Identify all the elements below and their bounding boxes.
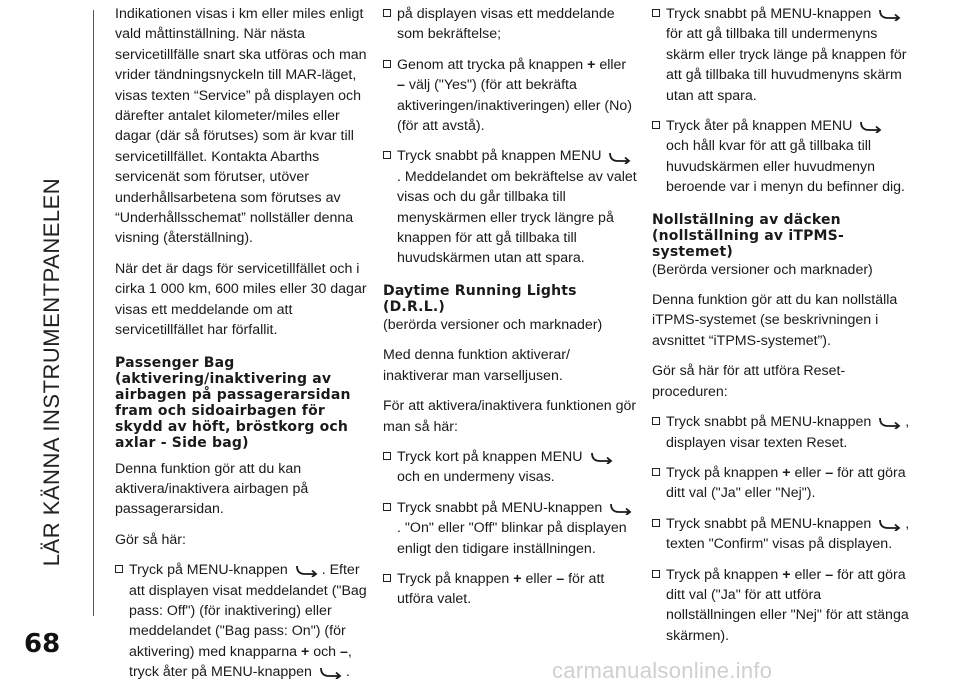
drl-step-4: Tryck snabbt på MENU-knappen för att gå tillbaka till undermenyns skärm eller tryck länge på knappen för att gå tillbaka till huvudmenyns skärm utan att spara. bbox=[652, 4, 910, 106]
itpms-intro: Denna funktion gör att du kan nollställa iTPMS-systemet (se beskrivningen i avsnittet “iTPMS-systemet”). bbox=[652, 292, 898, 349]
menu-return-arrow-icon bbox=[607, 150, 633, 164]
menu-return-arrow-icon bbox=[877, 7, 903, 21]
itpms-step-4: Tryck på knappen + eller – för att göra ditt val ("Ja" för att utföra nollställningen eller "Nej" för att stänga skärmen). bbox=[652, 565, 910, 647]
menu-return-arrow-icon bbox=[318, 665, 344, 679]
checkbox-bullet-icon bbox=[652, 9, 660, 17]
menu-return-arrow-icon bbox=[858, 119, 884, 133]
itpms-step-1: Tryck snabbt på MENU-knappen , displayen visar texten Reset. bbox=[652, 412, 910, 453]
drl-step-5: Tryck åter på knappen MENU och håll kvar för att gå tillbaka till huvudskärmen eller huvudmenyn beroende var i menyn du befinner dig. bbox=[652, 116, 910, 198]
drl-procedure-label: För att aktivera/inaktivera funktionen gör man så här: bbox=[383, 398, 637, 435]
passenger-bag-intro: Denna funktion gör att du kan aktivera/inaktivera airbagen på passagerarsidan. bbox=[115, 460, 309, 518]
drl-step-3: Tryck på knappen + eller – för att utföra valet. bbox=[383, 569, 637, 610]
checkbox-bullet-icon bbox=[652, 468, 660, 476]
itpms-step-3: Tryck snabbt på MENU-knappen , texten "Confirm" visas på displayen. bbox=[652, 514, 910, 555]
page-number: 68 bbox=[24, 629, 61, 659]
checkbox-bullet-icon bbox=[652, 570, 660, 578]
checkbox-bullet-icon bbox=[652, 121, 660, 129]
checkbox-bullet-icon bbox=[383, 151, 391, 159]
itpms-applicability: (Berörda versioner och marknader) bbox=[652, 261, 873, 278]
checkbox-bullet-icon bbox=[383, 60, 391, 68]
service-indication-paragraph: Indikationen visas i km eller miles enligt vald måttinställning. När nästa servicetillfälle snart ska utföras och man vrider tändningsnyckeln till MAR-läget, visas texten “Service” på displayen och därefter antalet kilometer/miles eller dagar (där så förutses) som är kvar till servicetillfället. Kontakta Abarths servicenät som förutser, utöver underhållsarbetena som förutses av “Underhållsschemat” nollställer denna visning (återställning). bbox=[115, 6, 367, 247]
watermark: carmanualsonline.info bbox=[552, 658, 773, 683]
column-3 bbox=[652, 4, 910, 656]
passenger-bag-heading: Passenger Bag (aktivering/inaktivering av airbagen på passagerarsidan fram och sidoairbagen för skydd av höft, bröstkorg och axlar - Side bag) bbox=[115, 354, 351, 451]
checkbox-bullet-icon bbox=[383, 452, 391, 460]
passenger-bag-step-2: på displayen visas ett meddelande som bekräftelse; bbox=[383, 4, 637, 45]
column-1 bbox=[115, 4, 371, 693]
checkbox-bullet-icon bbox=[383, 9, 391, 17]
menu-return-arrow-icon bbox=[608, 501, 634, 515]
checkbox-bullet-icon bbox=[383, 503, 391, 511]
column-2 bbox=[383, 4, 637, 620]
checkbox-bullet-icon bbox=[652, 417, 660, 425]
drl-intro: Med denna funktion aktiverar/ inaktiverar man varselljusen. bbox=[383, 347, 570, 384]
menu-return-arrow-icon bbox=[294, 563, 320, 577]
section-side-title: LÄR KÄNNA INSTRUMENTPANELEN bbox=[39, 177, 64, 567]
drl-heading: Daytime Running Lights (D.R.L.) bbox=[383, 282, 577, 315]
itpms-step-2: Tryck på knappen + eller – för att göra ditt val ("Ja" eller "Nej"). bbox=[652, 463, 910, 504]
checkbox-bullet-icon bbox=[652, 519, 660, 527]
drl-step-2: Tryck snabbt på MENU-knappen . "On" eller "Off" blinkar på displayen enligt den tidigare inställningen. bbox=[383, 498, 637, 559]
drl-step-1: Tryck kort på knappen MENU och en undermeny visas. bbox=[383, 447, 637, 488]
menu-return-arrow-icon bbox=[877, 415, 903, 429]
menu-return-arrow-icon bbox=[877, 517, 903, 531]
itpms-procedure-label: Gör så här för att utföra Reset-proceduren: bbox=[652, 363, 846, 400]
procedure-label: Gör så här: bbox=[115, 531, 186, 548]
passenger-bag-step-1: Tryck på MENU-knappen . Efter att displayen visat meddelandet ("Bag pass: Off") (för inaktivering) eller meddelandet ("Bag pass: On") (för aktivering) med knapparna + och –, tryck åter på MENU-knappen . bbox=[115, 560, 371, 682]
checkbox-bullet-icon bbox=[115, 565, 123, 573]
checkbox-bullet-icon bbox=[383, 574, 391, 582]
menu-return-arrow-icon bbox=[589, 450, 615, 464]
service-due-paragraph: När det är dags för servicetillfället och i cirka 1 000 km, 600 miles eller 30 dagar visas ett meddelande om att servicetillfället har förfallit. bbox=[115, 260, 367, 339]
passenger-bag-step-4: Tryck snabbt på knappen MENU . Meddelandet om bekräftelse av valet visas och du går tillbaka till menyskärmen eller tryck längre på knappen för att gå tillbaka till huvudskärmen utan att spara. bbox=[383, 146, 637, 268]
drl-applicability: (berörda versioner och marknader) bbox=[383, 316, 603, 333]
passenger-bag-step-3: Genom att trycka på knappen + eller – välj ("Yes") (för att bekräfta aktiveringen/inaktiveringen) eller (No) (för att avstå). bbox=[383, 55, 637, 137]
itpms-heading: Nollställning av däcken (nollställning av iTPMS-systemet) bbox=[652, 211, 844, 260]
side-divider bbox=[93, 10, 94, 616]
